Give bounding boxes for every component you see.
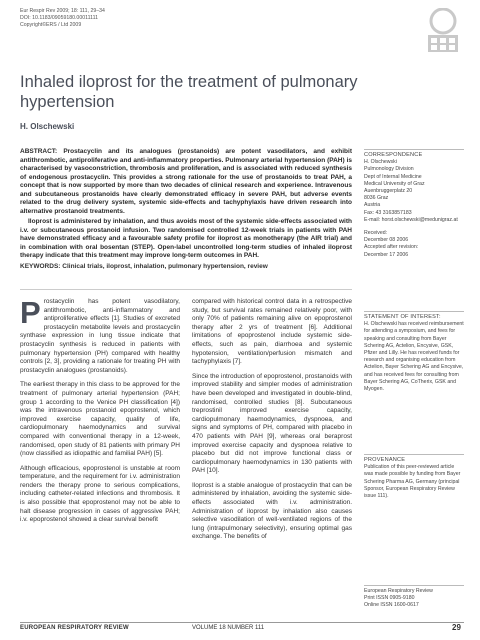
correspondence-line: Medical University of Graz bbox=[364, 180, 425, 187]
received-line: Received: bbox=[364, 230, 388, 237]
correspondence-line: Auenbruggerplatz 20 bbox=[364, 188, 413, 195]
footer-volume: VOLUME 18 NUMBER 111 bbox=[192, 625, 265, 631]
drop-cap: P bbox=[20, 295, 41, 330]
section-divider bbox=[20, 289, 352, 290]
body-paragraph: Since the introduction of epoprostenol, prostanoids with improved stability and simpler modes of administration have been developed and investigated in double-blind, randomised, controlled studies [8]. Subcutaneous treprostinil improved exercise capacity, cardiopulmonary haemodynamics, dyspnoea, and signs and symptoms of PH, compared with placebo in 470 patients with PAH [9], whereas oral beraprost improved exercise capacity and dyspnoea relative to placebo but did not improve functional class or cardiopulmonary haemodynamics in 130 patients with PAH [10]. bbox=[192, 372, 352, 475]
correspondence-block bbox=[364, 152, 464, 259]
body-paragraph: rostacyclin has potent vasodilatory, antithrombotic, anti-inflammatory and antiproliferative effects [1]. Studies of excreted prostacyclin metabolite levels and prostacyclin synthase expression in lung tissue indicate that prostacyclin synthesis is reduced in patients with pulmonary hypertension (PH) compared with healthy controls [2, 3], providing a rationale for treating PH with prostacyclin analogues (prostanoids). bbox=[20, 298, 180, 374]
correspondence-line: 8036 Graz bbox=[364, 195, 389, 202]
article-title: Inhaled iloprost for the treatment of pulmonary hypertension bbox=[20, 73, 358, 111]
abstract-paragraph-2: Iloprost is administered by inhalation, and thus avoids most of the systemic side-effects associated with i.v. or subcutaneous prostanoid infusion. Two randomised controlled 12-week trials in patients with PAH have demonstrated efficacy and a favourable safety profile for iloprost as monotherapy (the AIR trial) and in combination with oral bosentan (STEP). Open-label uncontrolled long-term studies of inhaled iloprost therapy indicate that this treatment may improve long-term outcomes in PAH. bbox=[20, 218, 352, 259]
interest-block bbox=[364, 314, 464, 393]
abstract-label: ABSTRACT: bbox=[20, 148, 58, 155]
journal-name: European Respiratory Review bbox=[364, 588, 433, 594]
interest-heading: STATEMENT OF INTEREST: bbox=[364, 314, 441, 320]
abstract-block bbox=[20, 148, 352, 273]
sidebar-divider bbox=[364, 454, 464, 455]
journal-issn-block bbox=[364, 588, 464, 610]
provenance-text: Publication of this peer-reviewed article was made possible by funding from Bayer Schering Pharma AG, Germany (principal Sponsor, European Respiratory Review issue 111). bbox=[364, 464, 461, 500]
sidebar-divider bbox=[364, 311, 464, 312]
abstract-paragraph-1: Prostacyclin and its analogues (prostanoids) are potent vasodilators, and exhibit antithrombotic, antiproliferative and anti-inflammatory properties. Pulmonary arterial hypertension (PAH) is characterised by vasoconstriction, thrombosis and proliferation, and is associated with reduced synthesis of endogenous prostacyclin. This provides a strong rationale for the use of prostanoids to treat PAH, a concept that is now supported by more than two decades of clinical research and experience. Intravenous and subcutaneous prostanoids have clearly demonstrated efficacy in severe PAH, but adverse events related to the drug delivery system, systemic side-effects and tachyphylaxis have driven research into alternative prostanoid treatments. bbox=[20, 148, 352, 215]
footer-journal: EUROPEAN RESPIRATORY REVIEW bbox=[20, 625, 129, 631]
body-paragraph: compared with historical control data in a retrospective study, but survival rates remained relatively poor, with only 70% of patients remaining alive on epoprostenol therapy after 2 yrs of treatment [6]. Additional limitations of epoprostenol include systemic side-effects, such as pain, diarrhoea and systemic hypotension, ventilation/perfusion mismatch and tachyphylaxis [7]. bbox=[192, 298, 352, 366]
provenance-heading: PROVENANCE bbox=[364, 457, 406, 463]
article-author: H. Olschewski bbox=[20, 122, 75, 131]
doi-line: DOI: 10.1183/09059180.00011111 bbox=[20, 15, 98, 21]
correspondence-line: Pulmonology Division bbox=[364, 166, 414, 173]
online-issn: Online ISSN 1600-0617 bbox=[364, 602, 419, 609]
correspondence-line: Dept of Internal Medicine bbox=[364, 173, 422, 180]
correspondence-line: Austria bbox=[364, 202, 381, 209]
correspondence-heading: CORRESPONDENCE bbox=[364, 152, 423, 158]
provenance-block bbox=[364, 457, 464, 500]
body-column-1 bbox=[20, 295, 180, 531]
correspondence-email: E-mail: horst.olschewski@medunigraz.at bbox=[364, 216, 458, 223]
copyright-line: Copyright©ERS / Ltd 2009 bbox=[20, 22, 82, 28]
accepted-date: December 17 2006 bbox=[364, 251, 409, 258]
footer-rule bbox=[20, 622, 464, 623]
keywords-label: KEYWORDS: bbox=[20, 262, 61, 270]
sidebar-divider bbox=[364, 585, 464, 586]
body-paragraph: The earliest therapy in this class to be approved for the treatment of pulmonary arterial hypertension (PAH; group 1 according to the Venice PH classification [4]) was the intravenous prostanoid epoprostenol, which improved exercise capacity, quality of life, cardiopulmonary haemodynamics and survival compared with conventional therapy in a 12-week, randomised, open study of 81 patients with primary PH (now classified as idiopathic and familial PAH) [5]. bbox=[20, 381, 180, 458]
citation-header bbox=[20, 8, 105, 29]
correspondence-line: H. Olschewski bbox=[364, 159, 397, 166]
body-paragraph: Although efficacious, epoprostenol is unstable at room temperature, and the requirement for i.v. administration renders the therapy prone to serious complications, including catheter-related infections and thrombosis. It is also possible that epoprostenol may not be able to halt disease progression in cases of aggressive PAH; i.v. epoprostenol showed a clear survival benefit bbox=[20, 464, 180, 524]
body-paragraph: Iloprost is a stable analogue of prostacyclin that can be administered by inhalation, avoiding the systemic side-effects associated with i.v. administration. Administration of iloprost by inhalation also causes selective vasodilation of well-ventilated regions of the lung (intrapulmonary selectivity), ensuring optimal gas exchange. The benefits of bbox=[192, 481, 352, 541]
keywords-list: Clinical trials, iloprost, inhalation, pulmonary hypertension, review bbox=[62, 262, 268, 270]
body-column-2 bbox=[192, 298, 352, 548]
page-number: 29 bbox=[452, 623, 461, 632]
citation-line: Eur Respir Rev 2009; 18: 111, 29–34 bbox=[20, 8, 105, 14]
accepted-line: Accepted after revision: bbox=[364, 244, 419, 251]
sidebar-divider bbox=[364, 149, 464, 150]
print-issn: Print ISSN 0905-9180 bbox=[364, 595, 415, 602]
interest-text: H. Olschewski has received reimbursement for attending a symposium, and fees for speaking and consulting from Bayer Schering AG, Actelion, Encysive, GSK, Pfizer and Lilly. He has received funds for research and organising education from Actelion, Bayer Schering AG and Encysive, and has received fees for consulting from Bayer Schering AG, CoTherix, GSK and Myogen. bbox=[364, 321, 464, 393]
ers-logo-icon bbox=[422, 8, 464, 54]
received-date: December 08 2006 bbox=[364, 237, 409, 244]
correspondence-line: Fax: 43 3163857183 bbox=[364, 209, 412, 216]
